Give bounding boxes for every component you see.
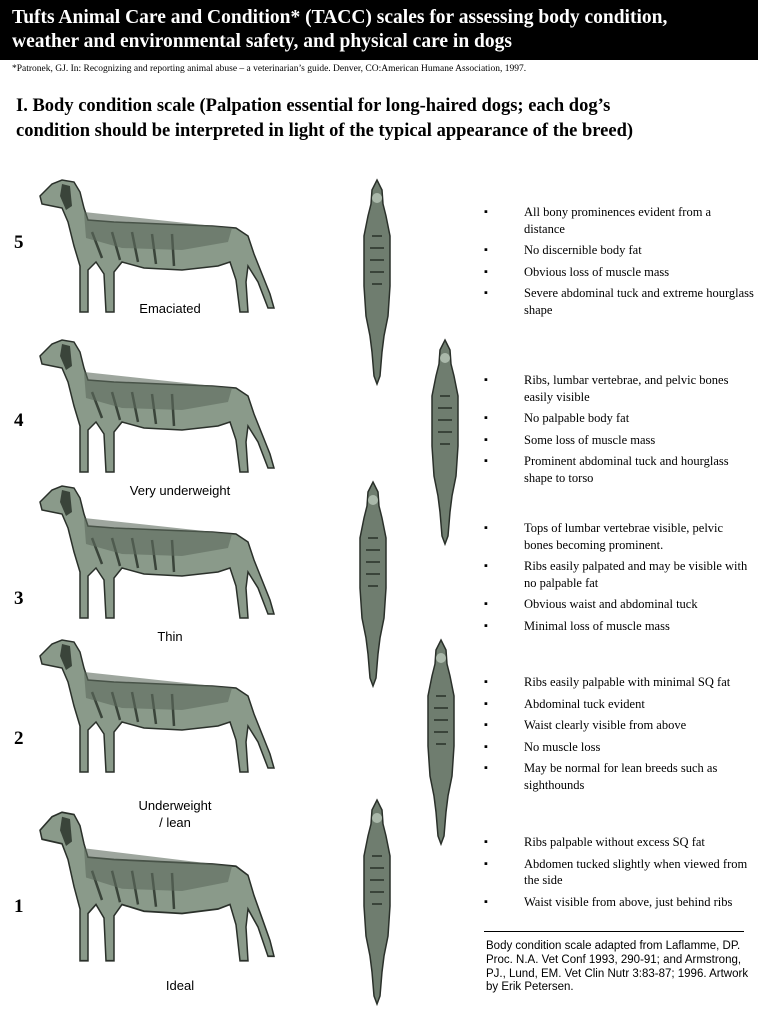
list-item: ▪ Severe abdominal tuck and extreme hourglass shape bbox=[484, 286, 754, 317]
dog-top-view-illustration bbox=[420, 336, 470, 546]
dog-caption: Thin bbox=[157, 629, 183, 644]
dog-top-view-illustration bbox=[348, 478, 398, 688]
condition-bullet-list bbox=[480, 204, 755, 323]
dog-side-view-illustration bbox=[22, 162, 282, 322]
score-label: 3 bbox=[14, 588, 24, 609]
list-item: ▪ All bony prominences evident from a distance bbox=[484, 205, 712, 236]
list-item: ▪ Minimal loss of muscle mass bbox=[484, 618, 670, 633]
list-item: ▪ Obvious waist and abdominal tuck bbox=[484, 597, 698, 611]
section-heading bbox=[16, 94, 756, 144]
title-banner bbox=[0, 0, 758, 60]
list-item: ▪ Ribs palpable without excess SQ fat bbox=[484, 835, 705, 849]
list-item: ▪ No discernible body fat bbox=[484, 243, 642, 257]
list-item: ▪ May be normal for lean breeds such as sighthounds bbox=[484, 761, 718, 792]
list-item: ▪ Ribs, lumbar vertebrae, and pelvic bones easily visible bbox=[484, 373, 729, 404]
list-item: ▪ Ribs easily palpated and may be visible with no palpable fat bbox=[484, 559, 748, 590]
dog-side-view-illustration bbox=[22, 792, 282, 972]
condition-bullet-list bbox=[480, 520, 755, 639]
dog-top-view-illustration bbox=[416, 636, 466, 846]
score-label: 2 bbox=[14, 728, 24, 749]
list-item: ▪ Abdominal tuck evident bbox=[484, 696, 645, 711]
section-heading-line-1: I. Body condition scale (Palpation essential for long-haired dogs; each dog’s bbox=[16, 96, 611, 116]
condition-bullet-list bbox=[480, 372, 755, 491]
list-item: ▪ Tops of lumbar vertebrae visible, pelvic bones becoming prominent. bbox=[484, 521, 724, 552]
list-item: ▪ Ribs easily palpable with minimal SQ fat bbox=[484, 675, 731, 689]
title-line-1: Tufts Animal Care and Condition* (TACC) scales for assessing body condition, bbox=[12, 7, 668, 28]
list-item: ▪ No palpable body fat bbox=[484, 411, 630, 425]
dog-top-view-illustration bbox=[352, 176, 402, 386]
score-label: 5 bbox=[14, 232, 24, 253]
dog-caption: Emaciated bbox=[139, 301, 201, 316]
dog-top-view-illustration bbox=[352, 796, 402, 1006]
dog-side-view-illustration bbox=[22, 322, 282, 482]
dog-side-view-illustration bbox=[22, 622, 282, 782]
score-label: 1 bbox=[14, 896, 24, 917]
dog-caption: Very underweight bbox=[129, 483, 231, 498]
list-item: ▪ Some loss of muscle mass bbox=[484, 432, 656, 447]
condition-bullet-list bbox=[480, 834, 755, 915]
citation: *Patronek, GJ. In: Recognizing and reporting animal abuse – a veterinarian’s guide. Denver, CO:American Humane Association, 1997. bbox=[12, 64, 527, 74]
score-label: 4 bbox=[14, 410, 24, 431]
title-line-2: weather and environmental safety, and physical care in dogs bbox=[12, 31, 512, 52]
condition-bullet-list bbox=[480, 674, 755, 798]
caption-line: Underweight bbox=[138, 798, 212, 813]
list-item: ▪ No muscle loss bbox=[484, 739, 601, 754]
list-item: ▪ Obvious loss of muscle mass bbox=[484, 264, 670, 279]
source-credit: Body condition scale adapted from Laflamme, DP. Proc. N.A. Vet Conf 1993, 290-91; and Armstrong, PJ., Lund, EM. Vet Clin Nutr 3:83-87; 1996. Artwork by Erik Petersen. bbox=[486, 940, 749, 994]
list-item: ▪ Abdomen tucked slightly when viewed from the side bbox=[484, 856, 748, 887]
list-item: ▪ Prominent abdominal tuck and hourglass shape to torso bbox=[484, 454, 729, 485]
section-heading-line-2: condition should be interpreted in light of the typical appearance of the breed) bbox=[16, 121, 634, 141]
divider bbox=[484, 931, 744, 932]
caption-line: / lean bbox=[159, 815, 191, 830]
list-item: ▪ Waist visible from above, just behind ribs bbox=[484, 894, 733, 909]
list-item: ▪ Waist clearly visible from above bbox=[484, 718, 687, 732]
dog-side-view-illustration bbox=[22, 468, 282, 628]
dog-caption: Ideal bbox=[165, 978, 195, 993]
